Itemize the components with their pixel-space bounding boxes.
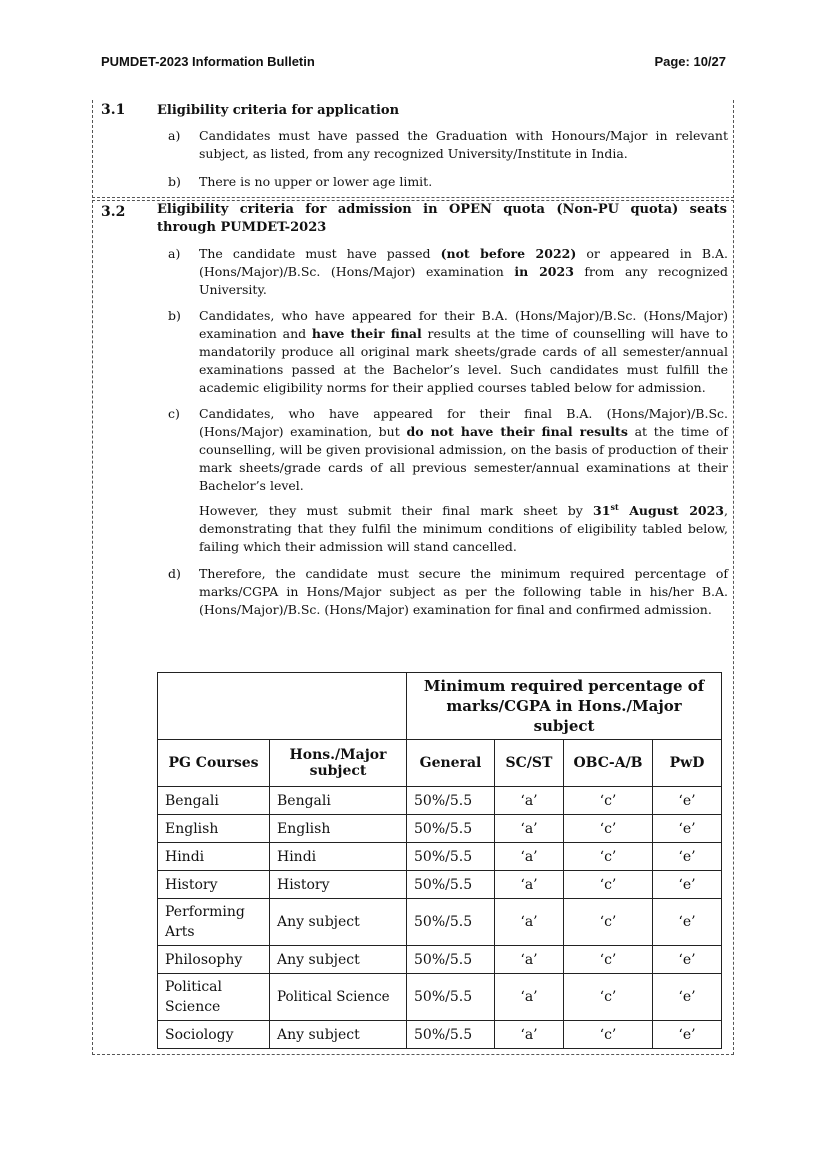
- item-text: Candidates must have passed the Graduation with Honours/Major in relevant subject, as listed, from any recognized University/Institute in India.: [199, 128, 728, 161]
- cell-pwd: ‘e’: [653, 815, 722, 843]
- cell-subject: Any subject: [270, 899, 407, 946]
- cell-course: Hindi: [158, 843, 270, 871]
- cell-scst: ‘a’: [495, 843, 564, 871]
- cell-pwd: ‘e’: [653, 946, 722, 974]
- cell-course: Political Science: [158, 974, 270, 1021]
- cell-obc: ‘c’: [564, 974, 653, 1021]
- table-row: [158, 974, 722, 1021]
- cell-pwd: ‘e’: [653, 899, 722, 946]
- cell-subject: English: [270, 815, 407, 843]
- cell-pwd: ‘e’: [653, 787, 722, 815]
- col-header: Hons./Major subject: [270, 740, 407, 787]
- table-row: [158, 843, 722, 871]
- list-item-continuation: [168, 502, 728, 556]
- table-row: [158, 871, 722, 899]
- cell-obc: ‘c’: [564, 946, 653, 974]
- empty-header-cell: [158, 673, 407, 740]
- cell-pwd: ‘e’: [653, 974, 722, 1021]
- cell-scst: ‘a’: [495, 815, 564, 843]
- cell-general: 50%/5.5: [407, 974, 495, 1021]
- table-row: [158, 1021, 722, 1049]
- cell-course: Performing Arts: [158, 899, 270, 946]
- cell-subject: Any subject: [270, 1021, 407, 1049]
- cell-course: Philosophy: [158, 946, 270, 974]
- item-label: a): [168, 246, 181, 261]
- cell-scst: ‘a’: [495, 974, 564, 1021]
- cell-scst: ‘a’: [495, 787, 564, 815]
- cell-obc: ‘c’: [564, 871, 653, 899]
- cell-pwd: ‘e’: [653, 1021, 722, 1049]
- item-label: d): [168, 566, 181, 581]
- cell-course: English: [158, 815, 270, 843]
- section-title: Eligibility criteria for admission in OPEN quota (Non-PU quota) seats through PUMDET-2023: [157, 202, 727, 235]
- section-title: Eligibility criteria for application: [157, 103, 400, 118]
- section-3-2: [92, 200, 734, 1055]
- item-text: However, they must submit their final mark sheet by 31st August 2023, demonstrating that they fulfil the minimum conditions of eligibility tabled below, failing which their admission will stand cancelled.: [199, 501, 728, 554]
- item-label: a): [168, 128, 181, 143]
- item-text: Candidates, who have appeared for their final B.A. (Hons/Major)/B.Sc. (Hons/Major) examination, but do not have their final results at the time of counselling, will be given provisional admission, on the basis of production of their mark sheets/grade cards of all previous semester/annual examinations at their Bachelor’s level.: [199, 406, 728, 493]
- cell-course: Sociology: [158, 1021, 270, 1049]
- table-header-row: [158, 740, 722, 787]
- item-label: b): [168, 308, 181, 323]
- cell-obc: ‘c’: [564, 899, 653, 946]
- cell-scst: ‘a’: [495, 871, 564, 899]
- cell-general: 50%/5.5: [407, 946, 495, 974]
- item-label: b): [168, 174, 181, 189]
- cell-general: 50%/5.5: [407, 787, 495, 815]
- table-row: [158, 899, 722, 946]
- item-text: Therefore, the candidate must secure the minimum required percentage of marks/CGPA in Hons/Major subject as per the following table in his/her B.A. (Hons/Major)/B.Sc. (Hons/Major) examination for final and confirmed admission.: [199, 566, 728, 617]
- cell-obc: ‘c’: [564, 843, 653, 871]
- list-item: [168, 127, 728, 163]
- list-item: [168, 565, 728, 619]
- col-header: OBC-A/B: [564, 740, 653, 787]
- item-label: c): [168, 406, 180, 421]
- cell-course: Bengali: [158, 787, 270, 815]
- cell-pwd: ‘e’: [653, 871, 722, 899]
- bulletin-title: PUMDET-2023 Information Bulletin: [101, 54, 315, 69]
- cell-general: 50%/5.5: [407, 1021, 495, 1049]
- item-text: Candidates, who have appeared for their B.A. (Hons/Major)/B.Sc. (Hons/Major) examination and have their final results at the time of counselling will have to mandatorily produce all original mark sheets/grade cards of all semester/annual examinations passed at the Bachelor’s level. Such candidates must fulfill the academic eligibility norms for their applied courses tabled below for admission.: [199, 308, 728, 395]
- cell-scst: ‘a’: [495, 899, 564, 946]
- item-text: There is no upper or lower age limit.: [199, 174, 433, 189]
- section-number: 3.2: [101, 204, 126, 220]
- cell-obc: ‘c’: [564, 1021, 653, 1049]
- cell-subject: Political Science: [270, 974, 407, 1021]
- col-header: PwD: [653, 740, 722, 787]
- page-number: Page: 10/27: [654, 54, 726, 69]
- cell-subject: Hindi: [270, 843, 407, 871]
- list-item: [168, 173, 728, 191]
- cell-scst: ‘a’: [495, 946, 564, 974]
- table-row: [158, 815, 722, 843]
- col-header: SC/ST: [495, 740, 564, 787]
- cell-obc: ‘c’: [564, 787, 653, 815]
- cell-subject: Bengali: [270, 787, 407, 815]
- table-group-header-row: [158, 673, 722, 740]
- cell-general: 50%/5.5: [407, 871, 495, 899]
- cell-subject: History: [270, 871, 407, 899]
- list-item: [168, 245, 728, 299]
- table-row: [158, 946, 722, 974]
- list-item: [168, 405, 728, 495]
- cell-obc: ‘c’: [564, 815, 653, 843]
- cell-general: 50%/5.5: [407, 843, 495, 871]
- section-3-1: [92, 100, 734, 198]
- eligibility-table: [157, 672, 722, 1049]
- item-text: The candidate must have passed (not before 2022) or appeared in B.A. (Hons/Major)/B.Sc. (Hons/Major) examination in 2023 from any recognized University.: [199, 246, 728, 297]
- table-row: [158, 787, 722, 815]
- cell-general: 50%/5.5: [407, 815, 495, 843]
- col-header: General: [407, 740, 495, 787]
- col-header: PG Courses: [158, 740, 270, 787]
- cell-pwd: ‘e’: [653, 843, 722, 871]
- cell-general: 50%/5.5: [407, 899, 495, 946]
- page-header: [101, 54, 726, 69]
- cell-subject: Any subject: [270, 946, 407, 974]
- section-number: 3.1: [101, 102, 126, 118]
- cell-scst: ‘a’: [495, 1021, 564, 1049]
- cell-course: History: [158, 871, 270, 899]
- group-header: Minimum required percentage of marks/CGPA in Hons./Major subject: [407, 673, 722, 740]
- list-item: [168, 307, 728, 397]
